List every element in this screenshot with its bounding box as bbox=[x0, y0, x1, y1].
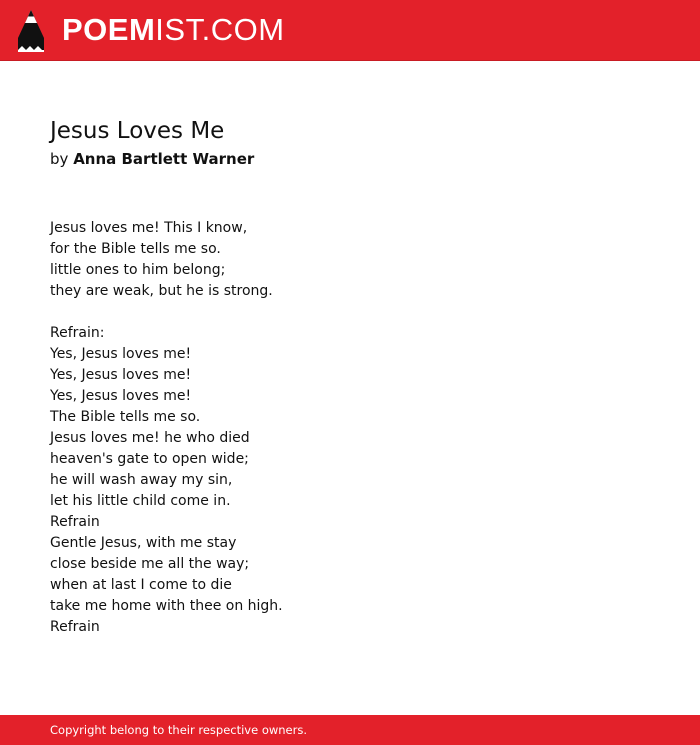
logo-text-light: IST.COM bbox=[155, 12, 285, 47]
logo-text-bold: POEM bbox=[62, 12, 156, 47]
pencil-icon[interactable] bbox=[17, 9, 45, 53]
poem-line: they are weak, but he is strong. bbox=[50, 283, 273, 299]
byline-prefix: by bbox=[50, 150, 69, 168]
poem-line: Jesus loves me! This I know, bbox=[50, 220, 248, 236]
poem-title: Jesus Loves Me bbox=[50, 118, 225, 144]
poem-line: The Bible tells me so. bbox=[50, 409, 201, 425]
poem-line: heaven's gate to open wide; bbox=[50, 451, 249, 467]
copyright-text: Copyright belong to their respective owners. bbox=[50, 723, 308, 737]
author-link[interactable]: Anna Bartlett Warner bbox=[73, 150, 255, 168]
poem-line: Refrain bbox=[50, 514, 100, 530]
poem-line: Refrain: bbox=[50, 325, 105, 341]
site-header bbox=[0, 0, 700, 61]
poem-line: Yes, Jesus loves me! bbox=[50, 367, 192, 383]
poem-body bbox=[50, 218, 650, 638]
poem-line: Gentle Jesus, with me stay bbox=[50, 535, 237, 551]
poem-line: when at last I come to die bbox=[50, 577, 232, 593]
poem-line: for the Bible tells me so. bbox=[50, 241, 221, 257]
poem-line: Refrain bbox=[50, 619, 100, 635]
poem-line: Yes, Jesus loves me! bbox=[50, 388, 192, 404]
poem-line: close beside me all the way; bbox=[50, 556, 250, 572]
poem-line: let his little child come in. bbox=[50, 493, 231, 509]
poem-line: little ones to him belong; bbox=[50, 262, 226, 278]
poem-byline bbox=[50, 148, 254, 170]
poem-line: Yes, Jesus loves me! bbox=[50, 346, 192, 362]
poem-line: he will wash away my sin, bbox=[50, 472, 233, 488]
poem-line: Jesus loves me! he who died bbox=[50, 430, 250, 446]
stanza-break bbox=[50, 302, 650, 323]
site-footer bbox=[0, 715, 700, 745]
site-logo[interactable] bbox=[62, 12, 285, 48]
poem-line: take me home with thee on high. bbox=[50, 598, 283, 614]
